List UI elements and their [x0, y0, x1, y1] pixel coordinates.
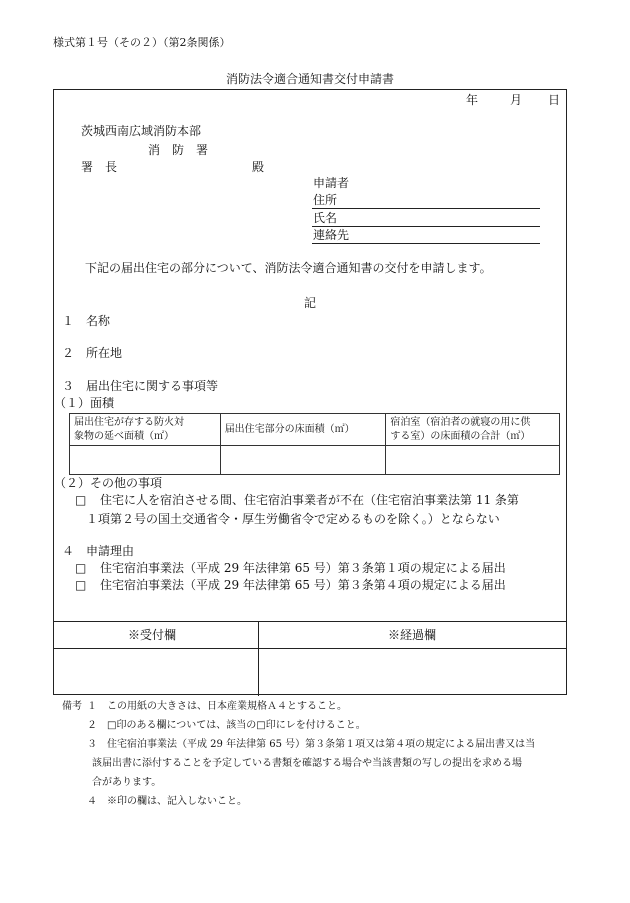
section-reason: ４ 申請理由 [62, 544, 135, 558]
reason-1-text: 住宅宿泊事業法（平成 29 年法律第 65 号）第３条第１項の規定による届出 [100, 561, 506, 575]
other-item-checkbox[interactable]: □ [75, 493, 87, 507]
note-3-text-line3: 合があります。 [92, 777, 162, 788]
applicant-address-label: 住所 [313, 193, 338, 207]
area-col-guestroom-total: 宿泊室（宿泊者の就寝の用に供 する室）の床面積の合計（㎡） [386, 414, 560, 446]
subsection-area: （１）面積 [54, 396, 115, 410]
area-table [69, 413, 560, 475]
intro-text: 下記の届出住宅の部分について、消防法令適合通知書の交付を申請します。 [85, 261, 492, 275]
date-year-label: 年 [466, 93, 479, 107]
addressee-honorific: 殿 [252, 160, 265, 174]
form-number: 様式第１号（その２）（第2条関係） [53, 36, 231, 49]
note-4-number: ４ [87, 796, 97, 807]
office-use-box [53, 621, 567, 695]
area-col-building-total: 届出住宅が存する防火対 象物の延べ面積（㎡） [70, 414, 221, 446]
note-3-text-line2: 該届出書に添付することを予定している書類を確認する場合や当該書類の写しの提出を求める場 [92, 758, 522, 769]
subsection-other: （２）その他の事項 [54, 476, 163, 490]
progress-field[interactable] [261, 650, 565, 694]
note-2-number: ２ [87, 720, 97, 731]
note-3-text-line1: 住宅宿泊事業法（平成 29 年法律第 65 号）第３条第１項又は第４項の規定による届出書又は当 [107, 739, 536, 750]
applicant-name-label: 氏名 [313, 211, 338, 225]
section-housing-details: ３ 届出住宅に関する事項等 [62, 379, 219, 393]
note-1-number: １ [87, 701, 97, 712]
area-col-housing-floor: 届出住宅部分の床面積（㎡） [220, 414, 386, 446]
date-month-label: 月 [510, 93, 523, 107]
other-item-text-line1: 住宅に人を宿泊させる間、住宅宿泊事業者が不在（住宅宿泊事業法第 11 条第 [100, 493, 519, 507]
section-name: １ 名称 [62, 314, 111, 328]
area-value-building-total[interactable] [70, 446, 221, 475]
section-location: ２ 所在地 [62, 346, 123, 360]
applicant-contact-field[interactable] [312, 243, 540, 244]
note-1-text: この用紙の大きさは、日本産業規格Ａ４とすること。 [107, 701, 347, 712]
notes-label: 備考 [62, 701, 82, 712]
applicant-contact-label: 連絡先 [313, 228, 350, 242]
addressee-headquarters: 茨城西南広域消防本部 [81, 124, 202, 138]
addressee-chief: 署 長 [81, 160, 118, 174]
progress-header: ※経過欄 [388, 628, 437, 642]
reception-header: ※受付欄 [128, 628, 177, 642]
other-item-text-line2: １項第２号の国土交通省令・厚生労働省令で定めるものを除く。）とならない [86, 512, 500, 526]
applicant-address-field[interactable] [312, 208, 540, 209]
reason-2-checkbox[interactable]: □ [75, 578, 87, 592]
addressee-station: 消 防 署 [148, 143, 209, 157]
reason-1-checkbox[interactable]: □ [75, 561, 87, 575]
applicant-heading: 申請者 [313, 176, 350, 190]
note-4-text: ※印の欄は、記入しないこと。 [107, 796, 247, 807]
ki-heading: 記 [304, 296, 317, 310]
page-title: 消防法令適合通知書交付申請書 [226, 72, 395, 86]
note-2-text: □印のある欄については、該当の□印にレを付けること。 [107, 720, 366, 731]
reason-2-text: 住宅宿泊事業法（平成 29 年法律第 65 号）第３条第４項の規定による届出 [100, 578, 506, 592]
applicant-name-field[interactable] [312, 226, 540, 227]
note-3-number: ３ [87, 739, 97, 750]
area-value-housing-floor[interactable] [220, 446, 386, 475]
reception-field[interactable] [55, 650, 255, 694]
date-day-label: 日 [548, 93, 561, 107]
area-value-guestroom-total[interactable] [386, 446, 560, 475]
